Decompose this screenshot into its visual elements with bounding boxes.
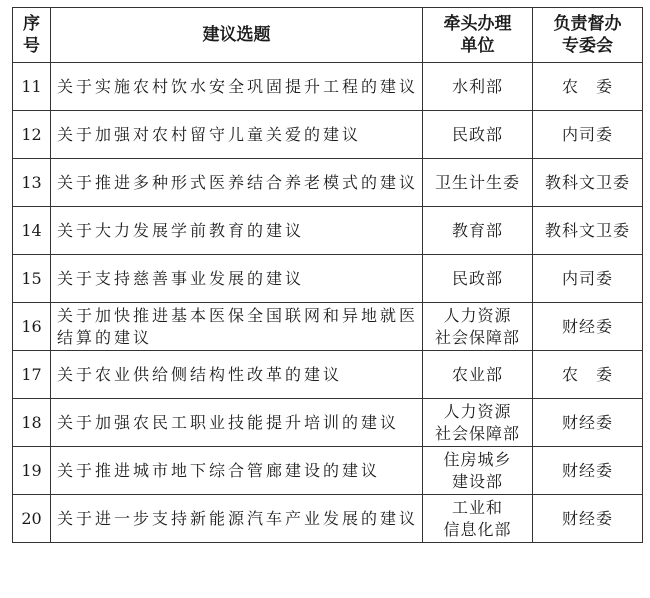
row-dept-line: 民政部 <box>451 124 503 144</box>
row-title: 关于支持慈善事业发展的建议 <box>51 255 423 303</box>
row-dept <box>423 351 533 399</box>
row-title: 关于农业供给侧结构性改革的建议 <box>51 351 423 399</box>
row-dept-line: 卫生计生委 <box>434 172 520 192</box>
table-row <box>13 255 643 303</box>
row-dept-line: 工业和 <box>451 497 503 517</box>
row-title: 关于实施农村饮水安全巩固提升工程的建议 <box>51 63 423 111</box>
row-dept <box>423 255 533 303</box>
header-dept <box>423 8 533 63</box>
row-seq: 16 <box>13 303 51 351</box>
row-dept-line: 建设部 <box>451 471 503 491</box>
header-seq <box>13 8 51 63</box>
row-title: 关于推进多种形式医养结合养老模式的建议 <box>51 159 423 207</box>
table-row <box>13 63 643 111</box>
row-dept-line: 农业部 <box>451 364 503 384</box>
row-dept <box>423 447 533 495</box>
row-dept-line: 人力资源 <box>443 401 512 421</box>
header-dept-line-1: 牵头办理 <box>443 14 512 34</box>
row-seq: 12 <box>13 111 51 159</box>
row-seq: 18 <box>13 399 51 447</box>
table-header-row <box>13 8 643 63</box>
header-dept-line-2: 单位 <box>460 36 495 56</box>
row-title: 关于加强农民工职业技能提升培训的建议 <box>51 399 423 447</box>
row-committee: 财经委 <box>533 303 643 351</box>
header-title: 建议选题 <box>51 8 423 63</box>
row-committee: 财经委 <box>533 495 643 543</box>
proposal-table <box>12 7 643 543</box>
row-committee: 农 委 <box>533 63 643 111</box>
row-dept <box>423 207 533 255</box>
header-committee-line-2: 专委会 <box>562 36 613 56</box>
row-committee: 内司委 <box>533 255 643 303</box>
table-row <box>13 351 643 399</box>
row-dept <box>423 159 533 207</box>
row-dept <box>423 495 533 543</box>
row-dept-line: 社会保障部 <box>434 423 520 443</box>
header-committee <box>533 8 643 63</box>
row-title: 关于大力发展学前教育的建议 <box>51 207 423 255</box>
table-row <box>13 495 643 543</box>
row-title: 关于推进城市地下综合管廊建设的建议 <box>51 447 423 495</box>
row-seq: 13 <box>13 159 51 207</box>
table-row <box>13 447 643 495</box>
row-committee: 内司委 <box>533 111 643 159</box>
table-body <box>13 63 643 543</box>
table-row <box>13 207 643 255</box>
row-seq: 15 <box>13 255 51 303</box>
row-committee: 教科文卫委 <box>533 207 643 255</box>
row-dept-line: 人力资源 <box>443 305 512 325</box>
row-dept-line: 水利部 <box>451 76 503 96</box>
row-dept <box>423 63 533 111</box>
header-seq-line-1: 序 <box>23 14 40 34</box>
row-dept-line: 住房城乡 <box>443 449 512 469</box>
header-seq-line-2: 号 <box>23 36 40 56</box>
row-seq: 17 <box>13 351 51 399</box>
row-dept <box>423 303 533 351</box>
row-committee: 农 委 <box>533 351 643 399</box>
row-dept-line: 信息化部 <box>443 519 512 539</box>
table-row <box>13 111 643 159</box>
row-title: 关于进一步支持新能源汽车产业发展的建议 <box>51 495 423 543</box>
row-seq: 20 <box>13 495 51 543</box>
table-row <box>13 399 643 447</box>
row-dept <box>423 399 533 447</box>
row-title: 关于加强对农村留守儿童关爱的建议 <box>51 111 423 159</box>
row-dept-line: 社会保障部 <box>434 327 520 347</box>
row-dept <box>423 111 533 159</box>
row-title: 关于加快推进基本医保全国联网和异地就医结算的建议 <box>51 303 423 351</box>
row-dept-line: 民政部 <box>451 268 503 288</box>
row-committee: 教科文卫委 <box>533 159 643 207</box>
header-committee-line-1: 负责督办 <box>553 14 622 34</box>
row-seq: 11 <box>13 63 51 111</box>
table-row <box>13 303 643 351</box>
row-committee: 财经委 <box>533 399 643 447</box>
table-row <box>13 159 643 207</box>
row-seq: 14 <box>13 207 51 255</box>
row-dept-line: 教育部 <box>451 220 503 240</box>
row-committee: 财经委 <box>533 447 643 495</box>
row-seq: 19 <box>13 447 51 495</box>
